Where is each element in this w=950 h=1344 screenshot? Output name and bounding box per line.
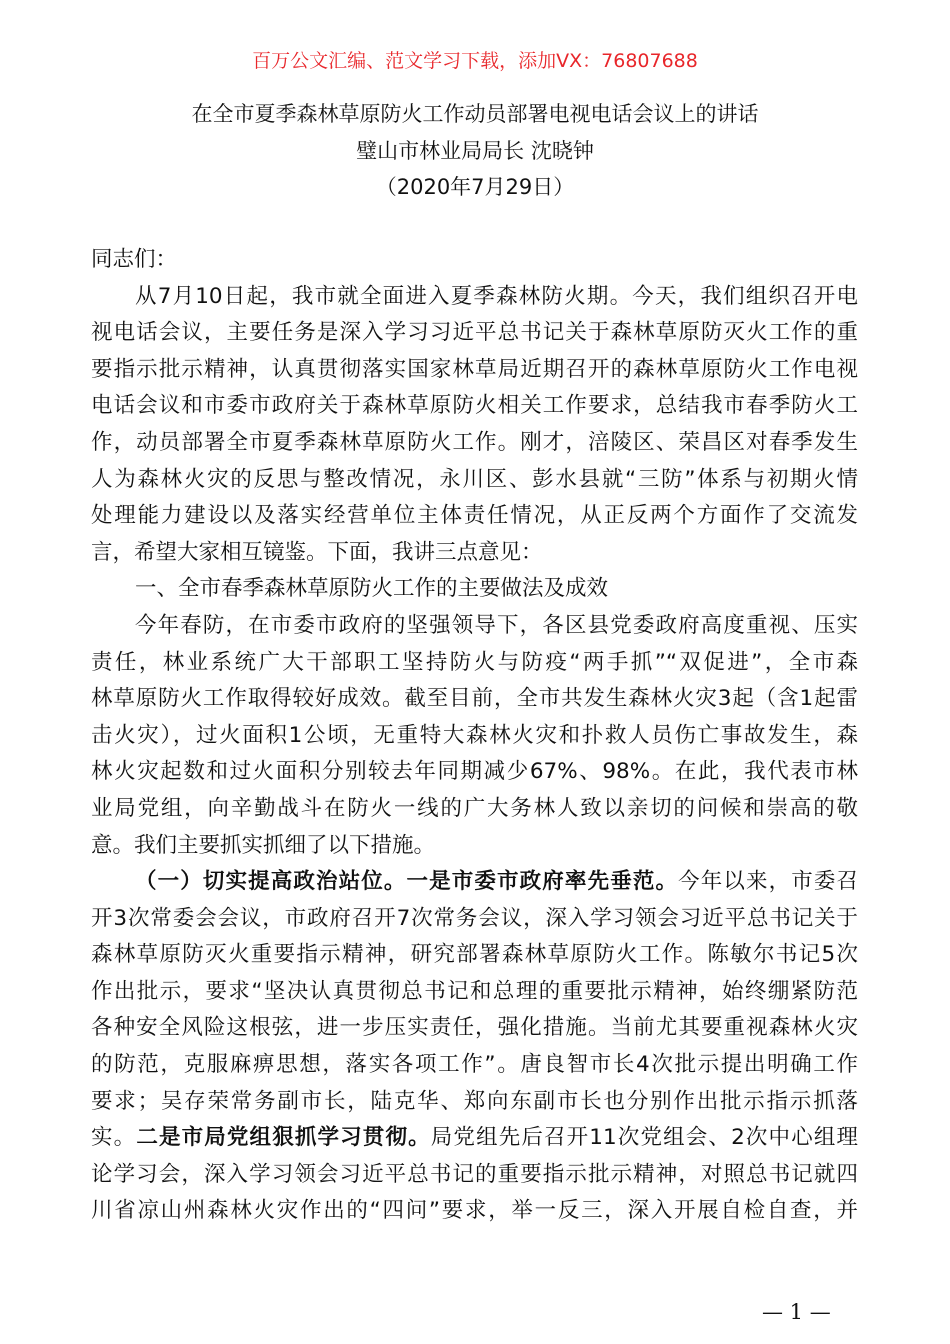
text-run: 从7月10日起，我市就全面进入夏季森林防火期。今天，我们组织召开电 — [135, 283, 858, 309]
text-line — [91, 462, 858, 499]
text-run: 林草原防火工作取得较好成效。截至目前，全市共发生森林火灾3起（含1起雷 — [91, 686, 858, 712]
text-run: 川省凉山州森林火灾作出的“四问”要求，举一反三，深入开展自检自查，并 — [91, 1198, 858, 1224]
text-line — [91, 388, 858, 425]
text-line — [91, 791, 858, 828]
text-line — [91, 645, 858, 682]
text-line — [91, 901, 858, 938]
text-line — [91, 1193, 858, 1230]
text-run: 击火灾），过火面积1公顷，无重特大森林火灾和扑救人员伤亡事故发生，森 — [91, 722, 858, 748]
bold-text: （一）切实提高政治站位。一是市委市政府率先垂范。 — [135, 869, 679, 895]
text-line — [91, 1120, 858, 1157]
text-line — [91, 681, 858, 718]
text-run: 作，动员部署全市夏季森林草原防火工作。刚才，涪陵区、荣昌区对春季发生 — [91, 429, 858, 455]
text-line — [91, 828, 858, 865]
text-run: 电话会议和市委市政府关于森林草原防火相关工作要求，总结我市春季防火工 — [91, 393, 858, 419]
text-line — [91, 498, 858, 535]
text-run: 作出批示，要求“坚决认真贯彻总书记和总理的重要批示精神，始终绷紧防范 — [91, 978, 858, 1004]
text-line — [91, 937, 858, 974]
text-run: 要求；吴存荣常务副市长，陆克华、郑向东副市长也分别作出批示指示抓落 — [91, 1088, 858, 1114]
text-line — [91, 1157, 858, 1194]
text-run: 局党组先后召开11次党组会、2次中心组理 — [430, 1125, 858, 1151]
document-title: 在全市夏季森林草原防火工作动员部署电视电话会议上的讲话 — [191, 102, 759, 126]
text-run: 今年春防，在市委市政府的坚强领导下，各区县党委政府高度重视、压实 — [135, 612, 858, 638]
text-run: 各种安全风险这根弦，进一步压实责任，强化措施。当前尤其要重视森林火灾 — [91, 1015, 858, 1041]
text-run: 林火灾起数和过火面积分别较去年同期减少67%、98%。在此，我代表市林 — [91, 759, 858, 785]
text-run: 一、全市春季森林草原防火工作的主要做法及成效 — [135, 576, 609, 602]
text-run: 言，希望大家相互镜鉴。下面，我讲三点意见： — [91, 539, 543, 565]
watermark-banner: 百万公文汇编、范文学习下载，添加VX：76807688 — [252, 50, 698, 72]
text-run: 开3次常委会会议，市政府召开7次常务会议，深入学习领会习近平总书记关于 — [91, 905, 858, 931]
text-line — [91, 1047, 858, 1084]
text-line — [91, 352, 858, 389]
text-line — [91, 1084, 858, 1121]
text-line — [91, 571, 858, 608]
text-run: 业局党组，向辛勤战斗在防火一线的广大务林人致以亲切的问候和崇高的敬 — [91, 795, 858, 821]
text-line — [91, 1010, 858, 1047]
text-run: 同志们： — [91, 247, 178, 272]
date-line: （2020年7月29日） — [375, 175, 575, 199]
text-run: 实。 — [91, 1125, 137, 1151]
text-line — [91, 315, 858, 352]
text-run: 森林草原防灭火重要指示精神，研究部署森林草原防火工作。陈敏尔书记5次 — [91, 942, 858, 968]
text-line — [91, 279, 858, 316]
bold-text: 二是市局党组狠抓学习贯彻。 — [136, 1125, 431, 1151]
text-line — [91, 608, 858, 645]
document-body — [91, 242, 858, 1230]
text-line — [91, 974, 858, 1011]
text-line — [91, 535, 858, 572]
text-run: 意。我们主要抓实抓细了以下措施。 — [91, 832, 436, 858]
text-run: 的防范，克服麻痹思想，落实各项工作”。唐良智市长4次批示提出明确工作 — [91, 1052, 858, 1078]
text-run: 论学习会，深入学习领会习近平总书记的重要指示批示精神，对照总书记就四 — [91, 1161, 858, 1187]
text-line — [91, 242, 858, 279]
author-line: 璧山市林业局局长 沈晓钟 — [356, 139, 594, 163]
text-run: 视电话会议，主要任务是深入学习习近平总书记关于森林草原防灭火工作的重 — [91, 320, 858, 346]
text-run: 要指示批示精神，认真贯彻落实国家林草局近期召开的森林草原防火工作电视 — [91, 356, 858, 382]
text-line — [91, 864, 858, 901]
text-run: 人为森林火灾的反思与整改情况，永川区、彭水县就“三防”体系与初期火情 — [91, 466, 858, 492]
text-line — [91, 718, 858, 755]
page-number: — 1 — — [762, 1300, 831, 1324]
text-line — [91, 425, 858, 462]
text-run: 今年以来，市委召 — [678, 869, 858, 895]
text-run: 责任，林业系统广大干部职工坚持防火与防疫“两手抓”“双促进”，全市森 — [91, 649, 858, 675]
text-line — [91, 754, 858, 791]
text-run: 处理能力建设以及落实经营单位主体责任情况，从正反两个方面作了交流发 — [91, 503, 858, 529]
